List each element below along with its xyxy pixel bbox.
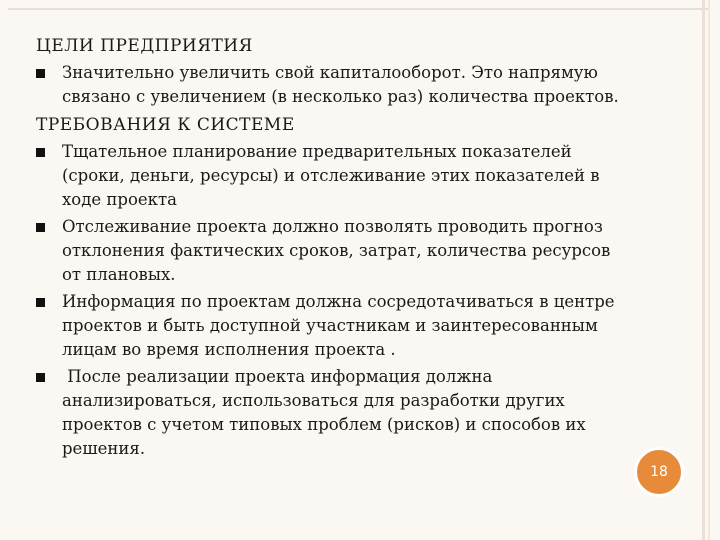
item-line: После реализации проекта информация должна [62,367,493,386]
item-line: лицам во время исполнения проекта . [62,340,396,359]
square-bullet-icon [36,373,45,382]
square-bullet-icon [36,69,45,78]
list-item [36,61,686,109]
item-line: Информация по проектам должна сосредотачиваться в центре [62,292,615,311]
top-divider [8,8,708,10]
item-line: ходе проекта [62,190,177,209]
item-line: проектов с учетом типовых проблем (рисков) и способов их [62,415,586,434]
slide-content [36,32,686,461]
list-item [36,140,686,212]
section-title-requirements: ТРЕБОВАНИЯ К СИСТЕМЕ [36,115,295,135]
item-line: анализироваться, использоваться для разработки других [62,391,565,410]
section-title-goals: ЦЕЛИ ПРЕДПРИЯТИЯ [36,36,253,56]
item-line: связано с увеличением (в несколько раз) количества проектов. [62,87,619,106]
item-line: проектов и быть доступной участникам и заинтересованным [62,316,598,335]
square-bullet-icon [36,298,45,307]
item-line: (сроки, деньги, ресурсы) и отслеживание этих показателей в [62,166,600,185]
list-item [36,290,686,362]
page-number-badge [634,447,684,497]
item-line: Значительно увеличить свой капиталооборот. Это напрямую [62,63,598,82]
square-bullet-icon [36,148,45,157]
item-line: Тщательное планирование предварительных показателей [62,142,572,161]
list-item [36,365,686,461]
right-border [702,0,705,540]
square-bullet-icon [36,223,45,232]
item-line: Отслеживание проекта должно позволять проводить прогноз [62,217,603,236]
item-line: от плановых. [62,265,176,284]
goals-list [36,61,686,109]
item-line: решения. [62,439,146,458]
page-number: 18 [650,464,668,480]
list-item [36,215,686,287]
right-border-inner [708,0,710,540]
item-line: отклонения фактических сроков, затрат, количества ресурсов [62,241,611,260]
requirements-list [36,140,686,461]
